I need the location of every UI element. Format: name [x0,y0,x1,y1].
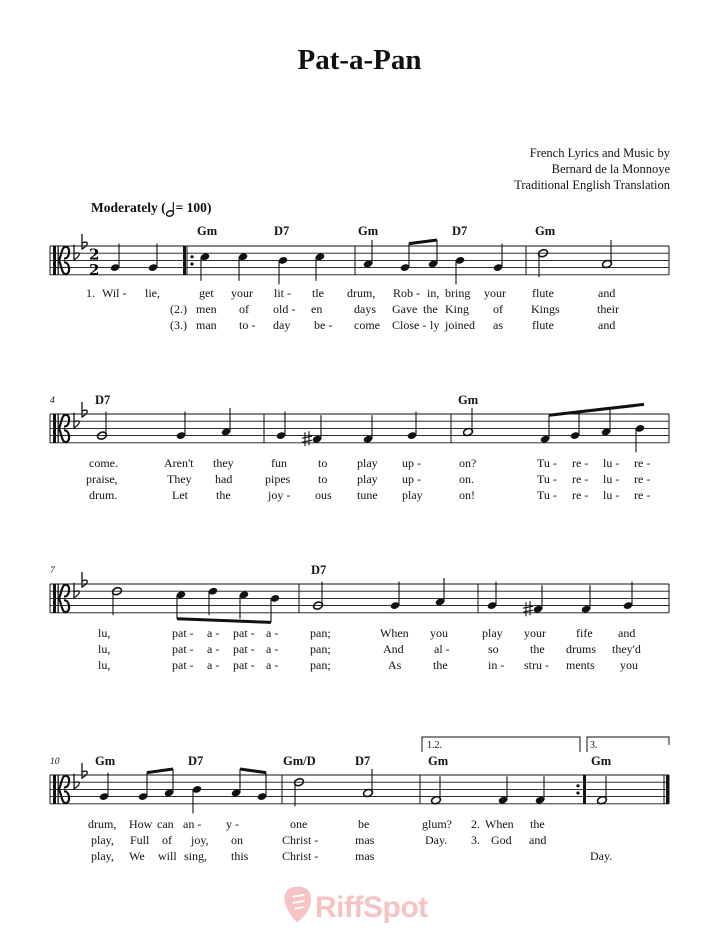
lyric-syllable: the [530,642,545,656]
measure-number: 10 [50,757,60,767]
lyric-syllable: 2. [471,817,480,831]
alto-clef-icon [53,775,56,804]
lyric-syllable: they [213,456,234,470]
lyric-syllable: pipes [265,472,291,486]
lyric-syllable: days [354,302,376,316]
flat-icon [82,234,87,249]
lyric-syllable: lu - [603,488,620,502]
lyric-syllable: play [357,456,378,470]
lyric-syllable: their [597,302,619,316]
lyric-syllable: men [196,302,217,316]
lyric-syllable: en [311,302,323,316]
lyric-syllable: Tu - [537,456,557,470]
lyric-syllable: pan; [310,626,331,640]
tempo-marking: Moderately ( = 100) [91,200,211,217]
lyric-syllable: drum, [88,817,117,831]
lyric-syllable: re - [634,472,651,486]
lyric-syllable: pan; [310,642,331,656]
lyric-syllable: lit - [274,286,291,300]
chord-symbol: Gm [197,224,218,238]
lyric-syllable: to [318,456,328,470]
lyric-syllable: pat - [172,658,194,672]
final-barline [666,775,670,804]
lyric-syllable: play [357,472,378,486]
lyric-syllable: this [231,849,249,863]
chord-symbol: D7 [355,754,371,768]
lyric-syllable: 3. [471,833,480,847]
flat-icon [82,402,87,417]
tempo-bpm: = 100 [175,200,207,215]
lyric-syllable: flute [532,286,554,300]
lyric-syllable: get [199,286,214,300]
credit-line-2: Bernard de la Monnoye [551,162,670,176]
lyric-syllable: Rob - [393,286,420,300]
lyric-syllable: the [423,302,438,316]
lyric-syllable: they'd [612,642,641,656]
lyric-syllable: re - [634,456,651,470]
note-beam [177,619,271,623]
lyric-syllable: Tu - [537,488,557,502]
lyric-syllable: a - [266,642,279,656]
lyric-syllable: pat - [233,626,255,640]
lyric-syllable: King [445,302,469,316]
chord-symbol: Gm/D [283,754,316,768]
lyric-syllable: on. [459,472,474,486]
lyric-syllable: day [273,318,291,332]
lyric-syllable: old - [273,302,296,316]
lyric-syllable: will [158,849,177,863]
volta-bracket-first [422,737,580,752]
chord-symbol: Gm [535,224,556,238]
repeat-start [183,246,186,275]
flat-icon [74,774,79,789]
logo-text: RiffSpot [315,891,428,924]
lyric-syllable: a - [207,626,220,640]
lyric-syllable: fife [576,626,593,640]
repeat-dot [576,791,579,794]
lyric-syllable: and [529,833,547,847]
lyric-syllable: you [620,658,638,672]
lyric-syllable: mas [355,849,375,863]
alto-clef-icon [53,414,56,443]
alto-clef-icon [58,246,59,275]
lyric-syllable: praise, [86,472,118,486]
lyric-syllable: lie, [145,286,160,300]
lyric-syllable: They [167,472,192,486]
lyric-syllable: of [239,302,249,316]
ending-label-second: 3. [590,740,598,751]
lyric-syllable: on? [459,456,477,470]
flat-icon [82,763,87,778]
time-signature-top: 2 [89,245,100,264]
sharp-icon [302,431,312,446]
lyric-syllable: drum, [347,286,376,300]
lyric-syllable: your [231,286,253,300]
flat-icon [82,572,87,587]
chord-symbol: D7 [311,563,327,577]
lyric-syllable: Close - [392,318,427,332]
volta-bracket-second [587,737,669,752]
chord-symbol: Gm [458,393,479,407]
lyric-syllable: As [388,658,402,672]
lyric-syllable: the [530,817,545,831]
lyric-syllable: (3.) [170,318,187,332]
lyric-syllable: up - [402,472,421,486]
chord-symbol: Gm [591,754,612,768]
credit-line-1: French Lyrics and Music by [529,146,670,160]
lyric-syllable: Tu - [537,472,557,486]
lyric-syllable: ments [566,658,595,672]
alto-clef-icon [58,584,59,613]
alto-clef-icon [58,775,59,804]
lyric-syllable: man [196,318,217,332]
alto-clef-icon [58,414,59,443]
lyric-syllable: joy - [268,488,291,502]
lyric-syllable: up - [402,456,421,470]
lyric-syllable: play, [91,849,114,863]
note-beam [409,240,437,244]
lyric-syllable: flute [532,318,554,332]
lyric-syllable: Kings [531,302,560,316]
lyric-syllable: joined [445,318,475,332]
lyric-syllable: Let [172,488,188,502]
repeat-dot [190,255,193,258]
lyric-syllable: tle [312,286,324,300]
lyric-syllable: al - [434,642,450,656]
lyric-syllable: How [129,817,153,831]
measure-number: 4 [50,396,55,406]
lyric-syllable: lu, [98,658,111,672]
lyric-syllable: pan; [310,658,331,672]
chord-symbol: Gm [358,224,379,238]
lyric-syllable: drums [566,642,596,656]
lyric-syllable: fun [271,456,287,470]
lyric-syllable: play [482,626,503,640]
lyric-syllable: your [524,626,546,640]
sharp-icon [523,601,533,616]
lyric-syllable: re - [572,488,589,502]
lyric-syllable: stru - [524,658,549,672]
lyric-syllable: mas [355,833,375,847]
lyric-syllable: the [216,488,231,502]
lyric-syllable: Day. [590,849,613,863]
lyric-syllable: the [433,658,448,672]
lyric-syllable: And [383,642,404,656]
lyric-syllable: tune [357,488,378,502]
lyric-syllable: y - [226,817,239,831]
lyric-syllable: a - [266,658,279,672]
lyric-syllable: God [491,833,512,847]
lyric-syllable: bring [445,286,471,300]
lyric-syllable: so [488,642,499,656]
lyric-syllable: be - [314,318,333,332]
lyric-syllable: re - [572,472,589,486]
lyric-syllable: a - [207,642,220,656]
credit-line-3: Traditional English Translation [514,178,670,192]
song-title: Pat-a-Pan [297,44,422,76]
chord-symbol: Gm [428,754,449,768]
chord-symbol: Gm [95,754,116,768]
lyric-syllable: of [162,833,172,847]
note-beam [240,769,266,773]
lyric-syllable: can [157,817,174,831]
lyric-syllable: Christ - [282,833,319,847]
lyric-syllable: to - [239,318,256,332]
note-beam [147,769,173,773]
lyric-syllable: 1. [86,286,95,300]
lyric-syllable: glum? [422,817,452,831]
lyric-syllable: lu, [98,626,111,640]
lyric-syllable: come. [89,456,118,470]
lyric-syllable: (2.) [170,302,187,316]
lyric-syllable: you [430,626,448,640]
chord-symbol: D7 [452,224,468,238]
alto-clef-icon [53,584,56,613]
lyric-syllable: come [354,318,380,332]
lyric-syllable: lu - [603,456,620,470]
repeat-end [583,775,586,804]
lyric-syllable: and [598,286,616,300]
lyric-syllable: in - [488,658,505,672]
lyric-syllable: in, [427,286,440,300]
lyric-syllable: an - [183,817,202,831]
flat-icon [74,245,79,260]
lyric-syllable: lu, [98,642,111,656]
lyric-syllable: Gave [392,302,418,316]
lyric-syllable: one [290,817,308,831]
chord-symbol: D7 [95,393,111,407]
alto-clef-icon [53,246,56,275]
flat-icon [74,583,79,598]
lyric-syllable: Wil - [102,286,127,300]
lyric-syllable: ous [315,488,332,502]
chord-symbol: D7 [188,754,204,768]
lyric-syllable: and [618,626,636,640]
lyric-syllable: pat - [172,642,194,656]
lyric-syllable: Aren't [164,456,194,470]
lyric-syllable: as [493,318,503,332]
lyric-syllable: When [380,626,409,640]
lyric-syllable: to [318,472,328,486]
lyric-syllable: joy, [191,833,209,847]
lyric-syllable: We [129,849,145,863]
lyric-syllable: pat - [233,642,255,656]
ending-label-first: 1.2. [427,740,442,751]
lyric-syllable: had [215,472,233,486]
lyric-syllable: ly [430,318,440,332]
lyric-syllable: When [485,817,514,831]
lyric-syllable: lu - [603,472,620,486]
repeat-dot [576,784,579,787]
lyric-syllable: sing, [184,849,208,863]
lyric-syllable: drum. [89,488,118,502]
lyric-syllable: Full [130,833,150,847]
repeat-dot [190,262,193,265]
lyric-syllable: on! [459,488,475,502]
tempo-label: Moderately [91,200,158,215]
lyric-syllable: on [231,833,243,847]
chord-symbol: D7 [274,224,290,238]
lyric-syllable: be [358,817,370,831]
lyric-syllable: a - [207,658,220,672]
lyric-syllable: pat - [172,626,194,640]
lyric-syllable: Christ - [282,849,319,863]
flat-icon [74,413,79,428]
lyric-syllable: a - [266,626,279,640]
measure-number: 7 [50,566,55,576]
lyric-syllable: play, [91,833,114,847]
time-signature-bottom: 2 [89,260,100,279]
lyric-syllable: play [402,488,423,502]
lyric-syllable: of [493,302,503,316]
lyric-syllable: pat - [233,658,255,672]
lyric-syllable: and [598,318,616,332]
lyric-syllable: re - [634,488,651,502]
lyric-syllable: re - [572,456,589,470]
lyric-syllable: Day. [425,833,448,847]
lyric-syllable: your [484,286,506,300]
